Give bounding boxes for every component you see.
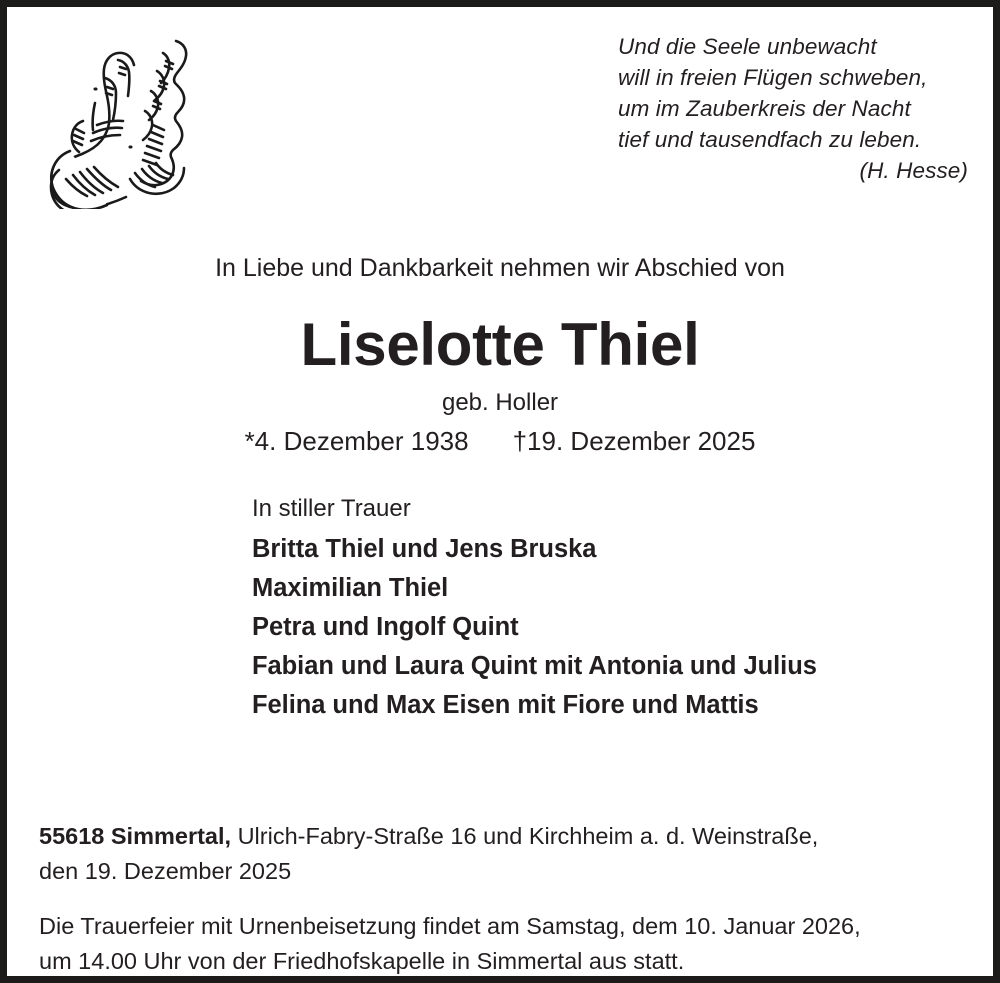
poem-line-1: Und die Seele unbewacht xyxy=(618,34,877,59)
service-details xyxy=(39,909,961,979)
poem-line-3: um im Zauberkreis der Nacht xyxy=(618,96,911,121)
mourners-heading: In stiller Trauer xyxy=(252,495,411,522)
death-date: †19. Dezember 2025 xyxy=(512,426,756,456)
service-line-2: um 14.00 Uhr von der Friedhofskapelle in Simmertal aus statt. xyxy=(39,948,685,974)
mourner-name: Petra und Ingolf Quint xyxy=(252,613,519,641)
service-line-1: Die Trauerfeier mit Urnenbeisetzung findet am Samstag, dem 10. Januar 2026, xyxy=(39,913,861,939)
footer-block xyxy=(39,819,961,979)
address-line xyxy=(39,819,961,889)
poem-attribution: (H. Hesse) xyxy=(859,158,968,183)
mourner-name: Felina und Max Eisen mit Fiore und Mattis xyxy=(252,691,759,719)
announcement-lead: In Liebe und Dankbarkeit nehmen wir Abschied von xyxy=(215,254,785,282)
deceased-name: Liselotte Thiel xyxy=(300,311,700,378)
mourners-block xyxy=(252,493,817,725)
mourner-name: Maximilian Thiel xyxy=(252,574,449,602)
life-dates xyxy=(7,425,993,457)
praying-hands-icon xyxy=(35,29,215,209)
mourner-name: Fabian und Laura Quint mit Antonia und Julius xyxy=(252,652,817,680)
deceased-maiden-name: geb. Holler xyxy=(441,389,559,416)
address-city: 55618 Simmertal, xyxy=(39,823,232,849)
address-street: Ulrich-Fabry-Straße 16 und Kirchheim a. d. Weinstraße, xyxy=(231,823,819,849)
poem-line-4: tief und tausendfach zu leben. xyxy=(618,127,922,152)
poem-line-2: will in freien Flügen schweben, xyxy=(618,65,928,90)
address-date: den 19. Dezember 2025 xyxy=(39,858,292,884)
poem-block xyxy=(618,31,968,186)
birth-date: *4. Dezember 1938 xyxy=(244,426,469,456)
mourner-name: Britta Thiel und Jens Bruska xyxy=(252,535,597,563)
